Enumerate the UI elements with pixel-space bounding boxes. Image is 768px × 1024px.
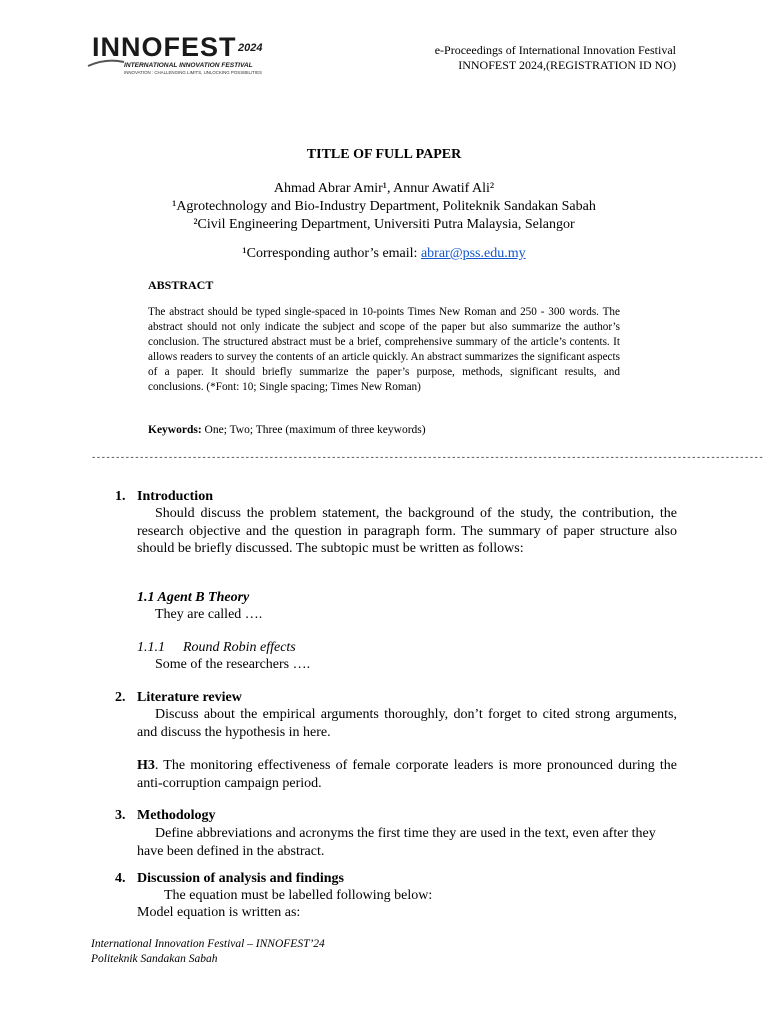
section-4-line2: Model equation is written as: xyxy=(137,905,301,920)
abstract-heading: ABSTRACT xyxy=(148,278,214,292)
section-title: Literature review xyxy=(137,690,242,705)
subsection-1-1-1-body: Some of the researchers …. xyxy=(155,657,311,672)
section-3-heading xyxy=(115,807,677,825)
section-4-line1: The equation must be labelled following below: xyxy=(164,888,433,903)
footer-line2: Politeknik Sandakan Sabah xyxy=(91,953,218,965)
subsection-1-1-body: They are called …. xyxy=(155,607,263,622)
subsection-1-1-heading: 1.1 Agent B Theory xyxy=(137,590,250,605)
subsection-number: 1.1.1 xyxy=(137,640,165,655)
email-label: ¹Corresponding author’s email: xyxy=(242,246,421,261)
email-link[interactable]: abrar@pss.edu.my xyxy=(420,246,526,261)
proceedings-header xyxy=(435,43,676,73)
section-number: 1. xyxy=(115,489,126,504)
author-block xyxy=(0,180,768,234)
hypothesis-label: H3 xyxy=(137,758,155,773)
logo-text: INNOFEST xyxy=(92,32,237,62)
keywords xyxy=(148,424,426,436)
innofest-logo xyxy=(86,26,296,78)
hypothesis-h3 xyxy=(137,757,677,792)
section-title: Methodology xyxy=(137,808,216,823)
section-1-body: Should discuss the problem statement, the background of the study, the contribution, the research objective and the question in paragraph form. The summary of paper structure also should be briefly discussed. The subtopic must be written as follows: xyxy=(137,506,677,556)
proceedings-line1: e-Proceedings of International Innovation Festival xyxy=(434,43,676,57)
affiliation-1: ¹Agrotechnology and Bio-Industry Department, Politeknik Sandakan Sabah xyxy=(172,199,596,214)
subsection-title: Round Robin effects xyxy=(183,640,296,655)
section-number: 4. xyxy=(115,871,126,886)
keywords-label: Keywords: xyxy=(148,424,202,436)
keywords-value: One; Two; Three (maximum of three keywords) xyxy=(201,424,426,436)
abstract-body: The abstract should be typed single-spaced in 10-points Times New Roman and 250 - 300 words. The abstract should not only indicate the subject and scope of the paper but also summarize the author’s conclusion. The structured abstract must be a brief, comprehensive summary of the article’s contents. It allows readers to survey the contents of an article quickly. An abstract summarizes the significant aspects of a paper. It should briefly summarize the paper’s purpose, methods, significant results, and conclusions. (*Font: 10; Single spacing; Times New Roman) xyxy=(148,306,620,394)
logo-subtitle: INTERNATIONAL INNOVATION FESTIVAL xyxy=(124,62,253,69)
proceedings-line2: INNOFEST 2024,(REGISTRATION ID NO) xyxy=(458,58,676,72)
section-number: 3. xyxy=(115,808,126,823)
subsection-1-1-1-heading xyxy=(137,639,296,657)
section-2-body: Discuss about the empirical arguments thoroughly, don’t forget to cited strong arguments, and discuss the hypothesis in here. xyxy=(137,707,677,740)
section-3-body: Define abbreviations and acronyms the first time they are used in the text, even after they have been defined in the abstract. xyxy=(137,826,656,859)
section-1-heading xyxy=(115,488,677,506)
section-title: Discussion of analysis and findings xyxy=(137,871,344,886)
hypothesis-text: . The monitoring effectiveness of female corporate leaders is more pronounced during the anti-corruption campaign period. xyxy=(137,758,677,791)
affiliation-2: ²Civil Engineering Department, Universiti Putra Malaysia, Selangor xyxy=(193,217,575,232)
logo-tagline: INNOVATION : CHALLENGING LIMITS, UNLOCKING POSSIBILITIES xyxy=(124,70,262,75)
separator-line: -------------------------------------------------------------------------------------------------------------------------------------------- xyxy=(91,453,764,463)
footer-line1: International Innovation Festival – INNOFEST’24 xyxy=(91,938,325,950)
corresponding-email xyxy=(0,246,768,262)
section-2-heading xyxy=(115,689,677,707)
author-names: Ahmad Abrar Amir¹, Annur Awatif Ali² xyxy=(273,181,495,196)
page-footer xyxy=(91,937,325,967)
logo-year: 2024 xyxy=(238,42,263,54)
paper-title: TITLE OF FULL PAPER xyxy=(306,147,462,162)
section-number: 2. xyxy=(115,690,126,705)
section-4-heading xyxy=(115,870,677,888)
section-title: Introduction xyxy=(137,489,213,504)
